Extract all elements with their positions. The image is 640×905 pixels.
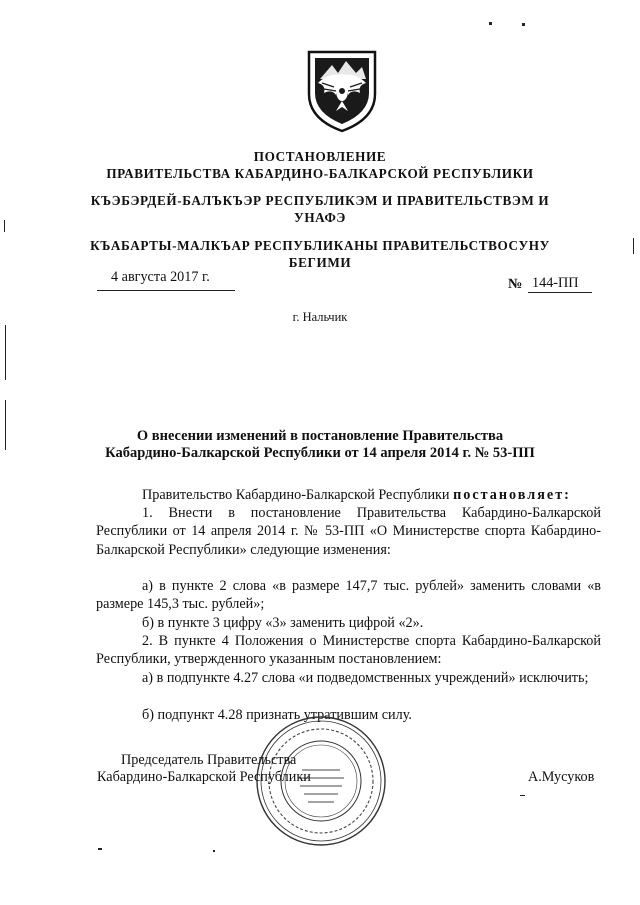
government-title-balkar: КЪАБАРТЫ-МАЛКЪАР РЕСПУБЛИКАНЫ ПРАВИТЕЛЬСТВОСУНУ [90,238,550,253]
city: г. Нальчик [292,310,348,324]
scan-mark [98,848,102,850]
signer-name: А.Мусуков [528,769,595,785]
government-title-ru: ПРАВИТЕЛЬСТВА КАБАРДИНО-БАЛКАРСКОЙ РЕСПУБЛИКИ [106,166,534,181]
document-number: 144-ПП [532,275,579,291]
signer-position: Председатель Правительства [121,752,297,768]
government-title-balkar-cont: БЕГИМИ [288,255,352,270]
paragraph-1a: а) в пункте 2 слова «в размере 147,7 тыс. рублей» заменить словами «в размере 145,3 тыс. рублей»; [96,578,601,613]
number-underline [528,292,592,293]
doc-type: ПОСТАНОВЛЕНИЕ [253,149,387,164]
intro-text: Правительство Кабардино-Балкарской Республики [142,487,450,503]
date-underline [97,290,235,291]
paragraph-2b: б) подпункт 4.28 признать утратившим силу. [142,707,412,723]
coat-of-arms-emblem-icon [306,49,378,133]
government-title-kabardian: КЪЭБЭРДЕЙ-БАЛЪКЪЭР РЕСПУБЛИКЭМ И ПРАВИТЕЛЬСТВЭМ И [90,193,550,208]
scan-mark [213,850,215,852]
paragraph-2a: а) в подпункте 4.27 слова «и подведомственных учреждений» исключить; [142,670,589,686]
scan-mark [489,22,492,25]
scan-mark [522,23,525,26]
paragraph-1b: б) в пункте 3 цифру «3» заменить цифрой «2». [142,615,424,631]
number-label: № [508,276,523,292]
document-title-cont: Кабардино-Балкарской Республики от 14 апреля 2014 г. № 53-ПП [105,445,535,461]
scan-mark [520,795,525,796]
paragraph-2: 2. В пункте 4 Положения о Министерстве спорта Кабардино-Балкарской Республики, утвержденного указанным постановлением: [96,633,601,668]
document-title: О внесении изменений в постановление Правительства [136,428,504,444]
government-title-kabardian-cont: УНАФЭ [294,210,346,225]
document-date: 4 августа 2017 г. [111,269,210,285]
intro-action: постановляет: [453,487,571,503]
intro-paragraph [96,486,601,504]
signer-position-cont: Кабардино-Балкарской Республики [97,769,311,785]
paragraph-1: 1. Внести в постановление Правительства Кабардино-Балкарской Республики от 14 апреля 2014 г. № 53-ПП «О Министерстве спорта Кабардино-Балкарской Республики» следующие изменения: [96,505,601,558]
scan-mark [5,325,6,380]
